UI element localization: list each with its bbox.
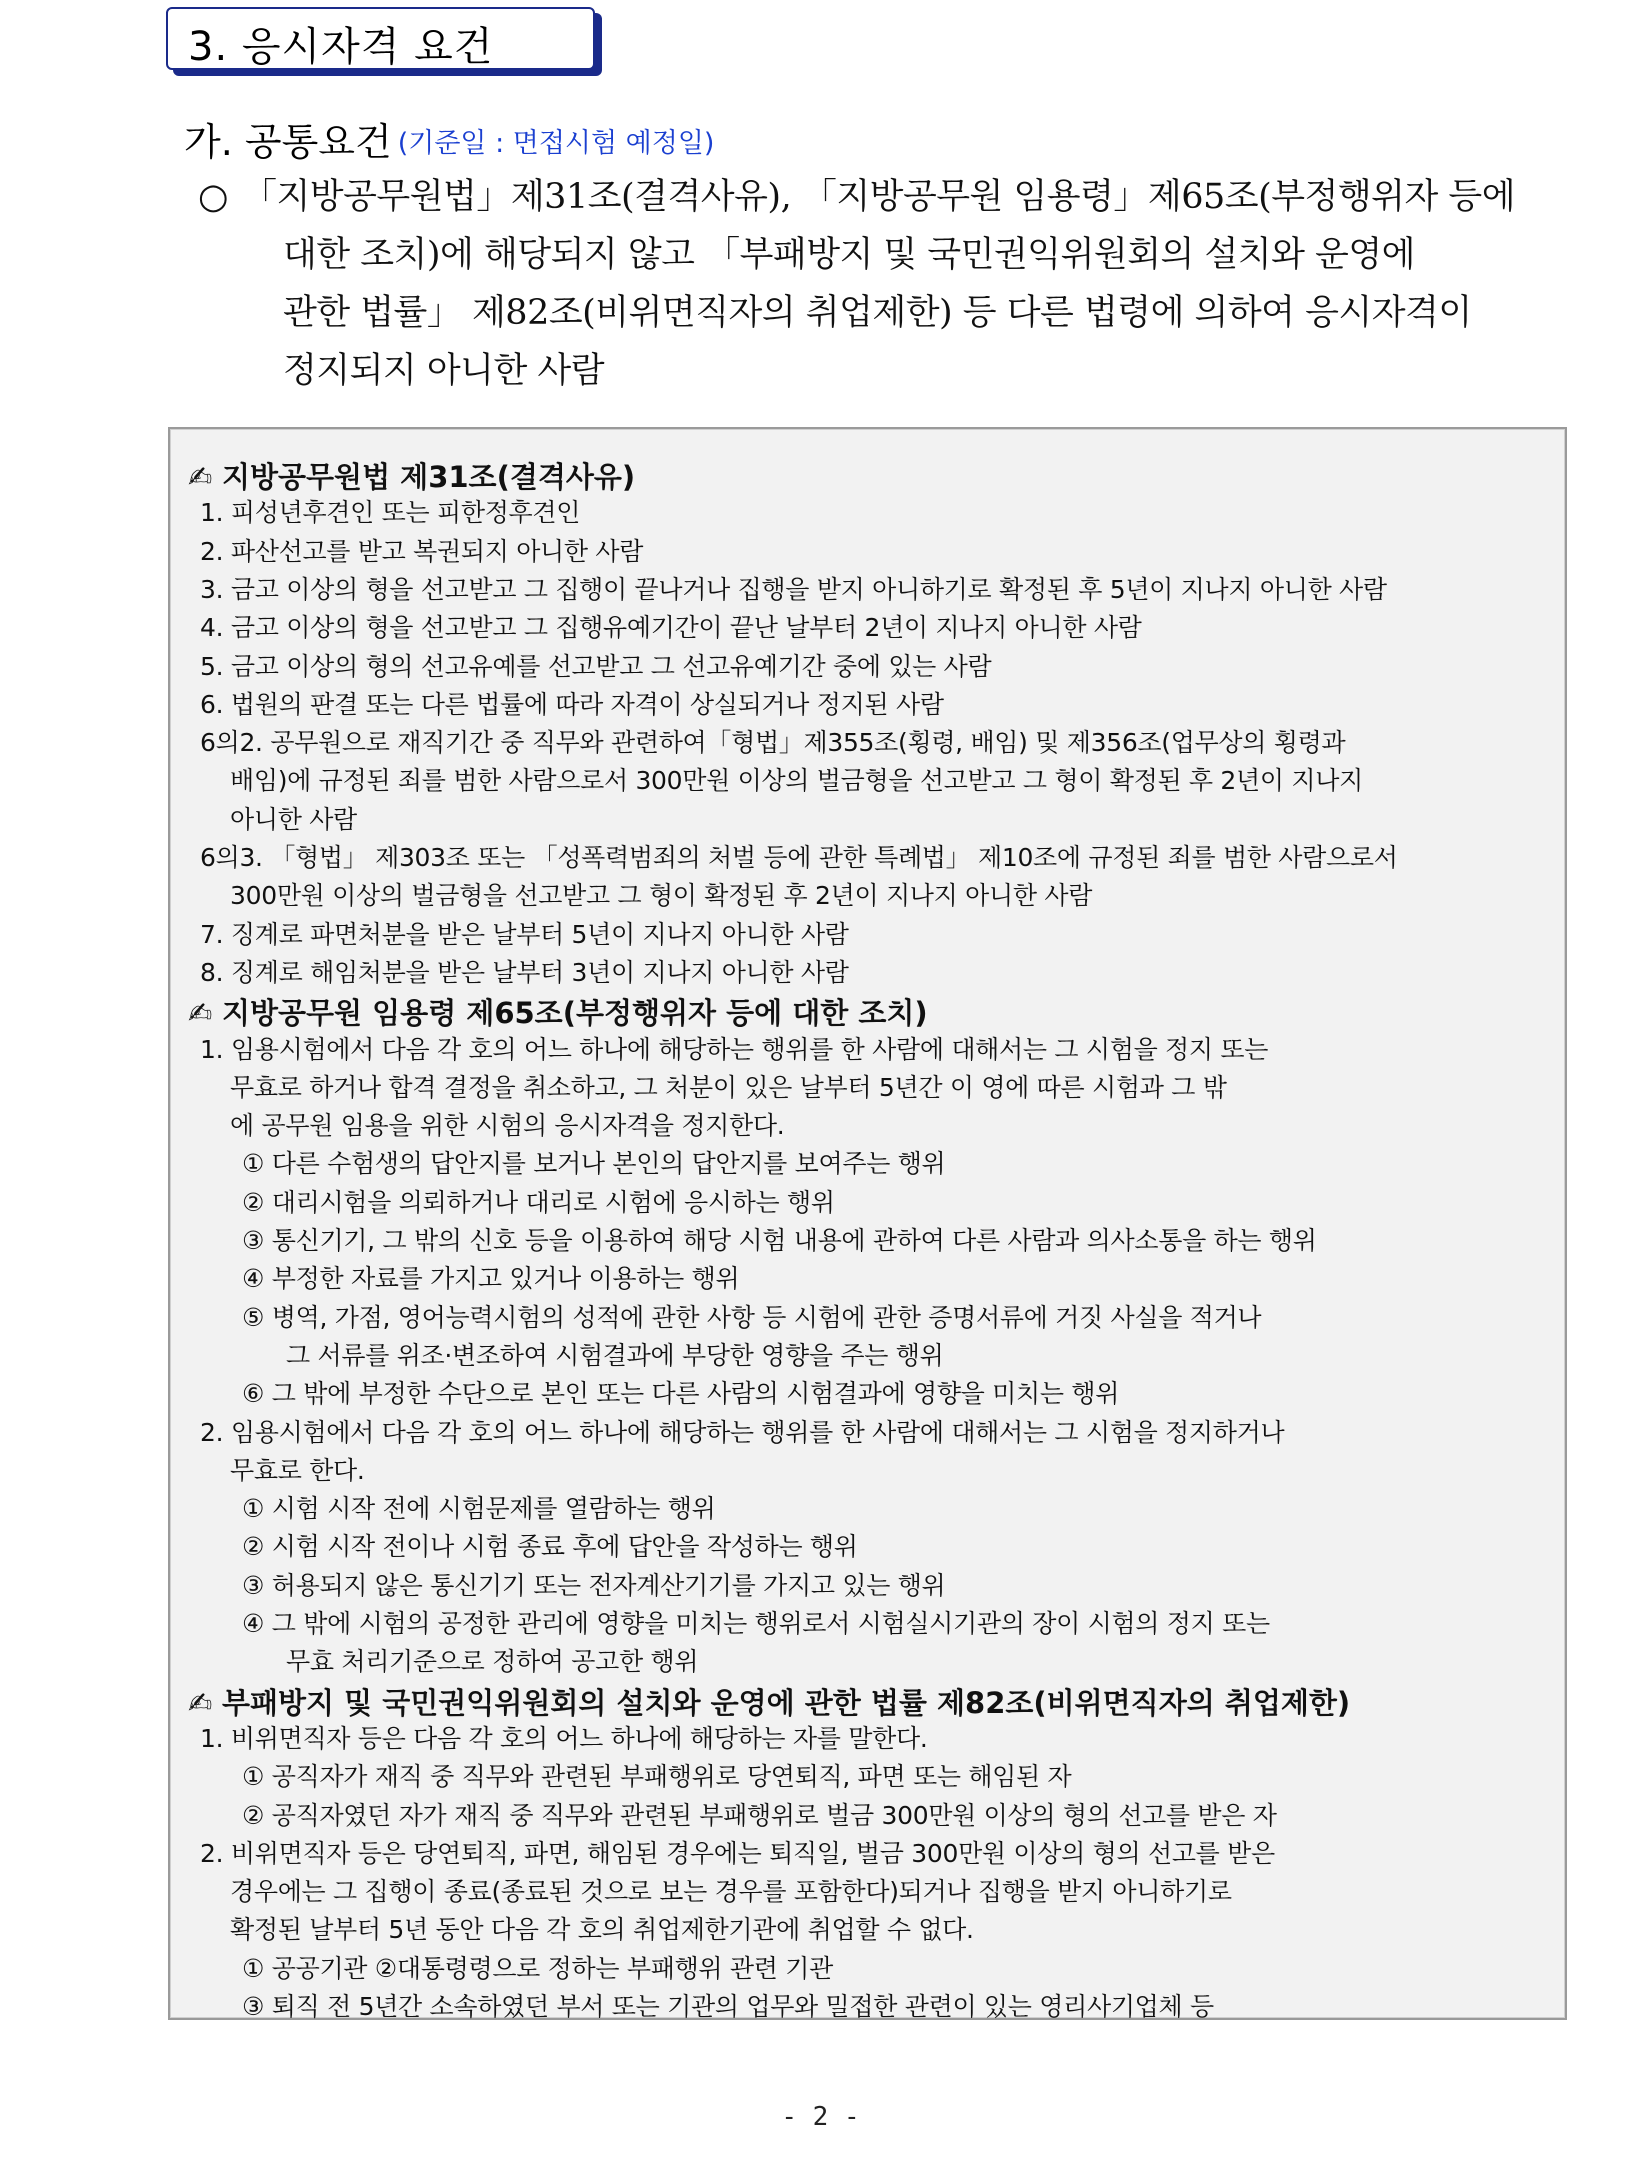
law-subitem [242, 1183, 835, 1219]
law-text: ② 공직자였던 자가 재직 중 직무와 관련된 부패행위로 벌금 300만원 이상의 형의 선고를 받은 자 [242, 1800, 1277, 1830]
law-item [200, 723, 1345, 759]
law-subitem [242, 1987, 1214, 2023]
law-text: ③ 통신기기, 그 밖의 신호 등을 이용하여 해당 시험 내용에 관하여 다른 사람과 의사소통을 하는 행위 [242, 1226, 1317, 1255]
law-text: 무효 처리기준으로 정하여 공고한 행위 [286, 1647, 699, 1677]
law-text: 2. 임용시험에서 다음 각 호의 어느 하나에 해당하는 행위를 한 사람에 대해서는 그 시험을 정지하거나 [200, 1417, 1285, 1447]
law-subitem [242, 1796, 1277, 1832]
law-item [200, 608, 1142, 644]
law-text: ③ 퇴직 전 5년간 소속하였던 부서 또는 기관의 업무와 밀접한 관련이 있는 영리사기업체 등 [242, 1992, 1214, 2021]
paragraph-line [198, 284, 1583, 342]
law-subitem [242, 1527, 858, 1563]
law-item [200, 838, 1398, 874]
law-subitem [242, 1374, 1119, 1410]
law-text: 8. 징계로 해임처분을 받은 날부터 3년이 지나지 아니한 사람 [200, 957, 849, 987]
paragraph-text: 「지방공무원법」제31조(결격사유), 「지방공무원 임용령」제65조(부정행위자 등에 [242, 177, 1516, 217]
law-item [200, 493, 580, 529]
law-subitem [242, 1259, 739, 1295]
law-text: 아니한 사람 [230, 804, 357, 834]
law-text: 지방공무원법 제31조(결격사유) [222, 460, 636, 494]
paragraph-line [198, 226, 1583, 284]
law-subitem [286, 1642, 698, 1678]
subsection-title: 가. 공통요건 [184, 120, 392, 164]
law-text: 3. 금고 이상의 형을 선고받고 그 집행이 끝나거나 집행을 받지 아니하기로 확정된 후 5년이 지나지 아니한 사람 [200, 574, 1387, 604]
law-item [200, 1413, 1284, 1449]
section-title: 3. 응시자격 요건 [188, 24, 494, 70]
paragraph-line [198, 342, 1583, 400]
law-text: 무효로 한다. [230, 1455, 365, 1485]
paragraph-text: 대한 조치)에 해당되지 않고 「부패방지 및 국민권익위원회의 설치와 운영에 [283, 235, 1415, 275]
law-text: 부패방지 및 국민권익위원회의 설치와 운영에 관한 법률 제82조(비위면직자의 취업제한) [222, 1685, 1351, 1720]
law-item [200, 570, 1387, 606]
law-text: 6의2. 공무원으로 재직기간 중 직무와 관련하여「형법」제355조(횡령, 배임) 및 제356조(업무상의 횡령과 [200, 728, 1346, 758]
law-text: ⑤ 병역, 가점, 영어능력시험의 성적에 관한 사항 등 시험에 관한 증명서류에 거짓 사실을 적거나 [242, 1302, 1262, 1332]
law-item [230, 800, 357, 836]
page-number: - 2 - [781, 2102, 860, 2132]
paragraph-text: 관한 법률」 제82조(비위면직자의 취업제한) 등 다른 법령에 의하여 응시자격이 [283, 293, 1472, 333]
subsection-note: (기준일 : 면접시험 예정일) [397, 128, 715, 159]
law-item [230, 1910, 974, 1946]
law-text: ② 대리시험을 의뢰하거나 대리로 시험에 응시하는 행위 [242, 1187, 835, 1217]
eligibility-paragraph [198, 168, 1583, 400]
law-heading [188, 1681, 1350, 1722]
law-item [200, 915, 849, 951]
paragraph-line [198, 168, 1583, 226]
law-item [200, 1834, 1275, 1870]
section-title-box [166, 7, 595, 70]
law-text: 5. 금고 이상의 형의 선고유예를 선고받고 그 선고유예기간 중에 있는 사람 [200, 651, 992, 681]
law-text: ④ 그 밖에 시험의 공정한 관리에 영향을 미치는 행위로서 시험실시기관의 장이 시험의 정지 또는 [242, 1609, 1270, 1638]
law-heading [188, 455, 635, 496]
law-subitem [242, 1757, 1071, 1793]
law-subitem [242, 1144, 945, 1180]
law-text: 4. 금고 이상의 형을 선고받고 그 집행유예기간이 끝난 날부터 2년이 지나지 아니한 사람 [200, 613, 1142, 643]
law-text: 1. 피성년후견인 또는 피한정후견인 [200, 498, 581, 528]
law-item [200, 1030, 1268, 1066]
law-item [230, 1106, 784, 1142]
law-subitem [242, 1949, 833, 1985]
law-excerpt-box [168, 427, 1567, 2020]
law-text: 1. 비위면직자 등은 다음 각 호의 어느 하나에 해당하는 자를 말한다. [200, 1723, 928, 1753]
pen-writing-icon: ✍ [188, 996, 213, 1031]
law-text: ④ 부정한 자료를 가지고 있거나 이용하는 행위 [242, 1264, 740, 1294]
law-text: 확정된 날부터 5년 동안 다음 각 호의 취업제한기관에 취업할 수 없다. [230, 1915, 974, 1945]
pen-writing-icon: ✍ [188, 1685, 213, 1720]
law-text: 지방공무원 임용령 제65조(부정행위자 등에 대한 조치) [222, 996, 928, 1031]
law-subitem [242, 1489, 715, 1525]
law-text: 그 서류를 위조·변조하여 시험결과에 부당한 영향을 주는 행위 [286, 1340, 944, 1370]
law-text: 300만원 이상의 벌금형을 선고받고 그 형이 확정된 후 2년이 지나지 아니한 사람 [230, 881, 1093, 911]
law-item [200, 1719, 927, 1755]
paragraph-text: 정지되지 아니한 사람 [283, 351, 605, 391]
law-text: ① 다른 수험생의 답안지를 보거나 본인의 답안지를 보여주는 행위 [242, 1149, 946, 1179]
law-text: ① 공공기관 ②대통령령으로 정하는 부패행위 관련 기관 [242, 1953, 833, 1983]
law-heading [188, 991, 928, 1032]
law-text: 2. 파산선고를 받고 복권되지 아니한 사람 [200, 536, 644, 566]
subsection-heading [184, 111, 714, 166]
law-item [200, 647, 991, 683]
law-item [230, 1872, 1232, 1908]
law-text: ① 공직자가 재직 중 직무와 관련된 부패행위로 당연퇴직, 파면 또는 해임된 자 [242, 1762, 1072, 1792]
law-subitem [286, 1336, 943, 1372]
law-item [200, 953, 849, 989]
law-item [200, 532, 643, 568]
law-text: 에 공무원 임용을 위한 시험의 응시자격을 정지한다. [230, 1111, 785, 1141]
law-text: 6. 법원의 판결 또는 다른 법률에 따라 자격이 상실되거나 정지된 사람 [200, 689, 944, 719]
law-item [230, 1451, 365, 1487]
law-text: 경우에는 그 집행이 종료(종료된 것으로 보는 경우를 포함한다)되거나 집행을 받지 아니하기로 [230, 1877, 1232, 1907]
law-subitem [242, 1298, 1261, 1334]
law-text: 2. 비위면직자 등은 당연퇴직, 파면, 해임된 경우에는 퇴직일, 벌금 300만원 이상의 형의 선고를 받은 [200, 1838, 1275, 1868]
law-text: 1. 임용시험에서 다음 각 호의 어느 하나에 해당하는 행위를 한 사람에 대해서는 그 시험을 정지 또는 [200, 1034, 1269, 1064]
law-text: 7. 징계로 파면처분을 받은 날부터 5년이 지나지 아니한 사람 [200, 919, 849, 949]
law-item [230, 1068, 1227, 1104]
law-text: ② 시험 시작 전이나 시험 종료 후에 답안을 작성하는 행위 [242, 1532, 858, 1562]
law-item [200, 685, 944, 721]
law-subitem [242, 1604, 1270, 1640]
law-text: 무효로 하거나 합격 결정을 취소하고, 그 처분이 있은 날부터 5년간 이 영에 따른 시험과 그 밖 [230, 1072, 1227, 1102]
law-text: ① 시험 시작 전에 시험문제를 열람하는 행위 [242, 1494, 716, 1524]
law-item [230, 761, 1363, 797]
pen-writing-icon: ✍ [188, 460, 213, 494]
circle-bullet-icon: ○ [198, 177, 229, 217]
law-text: ⑥ 그 밖에 부정한 수단으로 본인 또는 다른 사람의 시험결과에 영향을 미치는 행위 [242, 1379, 1120, 1409]
law-text: ③ 허용되지 않은 통신기기 또는 전자계산기기를 가지고 있는 행위 [242, 1570, 946, 1600]
law-item [230, 876, 1092, 912]
law-text: 배임)에 규정된 죄를 범한 사람으로서 300만원 이상의 벌금형을 선고받고 그 형이 확정된 후 2년이 지나지 [230, 766, 1363, 796]
law-subitem [242, 1566, 945, 1602]
law-subitem [242, 1221, 1317, 1257]
law-text: 6의3. 「형법」 제303조 또는 「성폭력범죄의 처벌 등에 관한 특례법」 제10조에 규정된 죄를 범한 사람으로서 [200, 843, 1398, 872]
